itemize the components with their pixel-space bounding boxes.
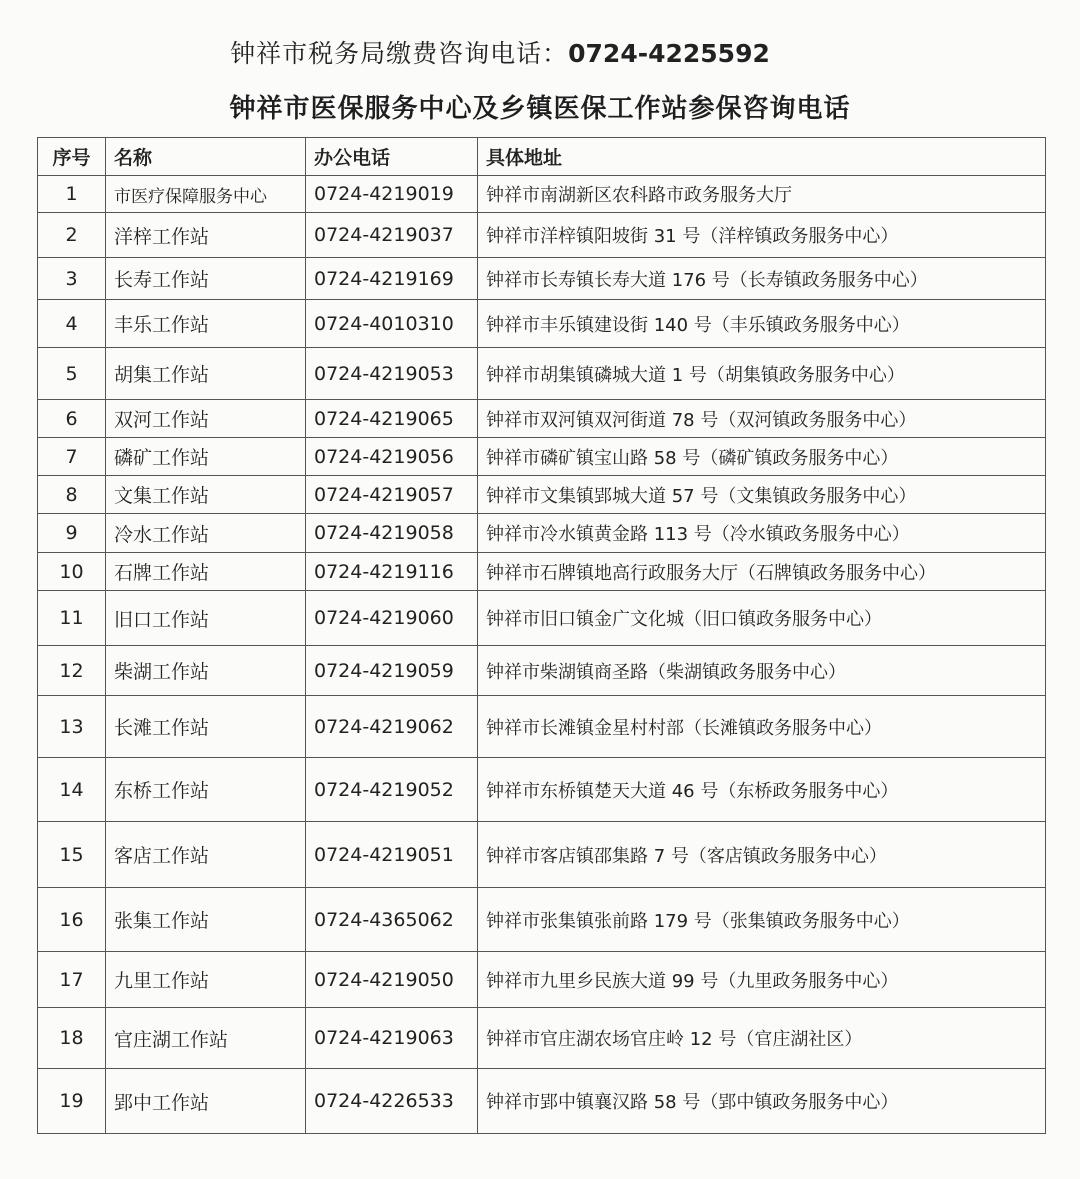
row-index-cell: 16 [38, 888, 106, 952]
address-cell: 钟祥市丰乐镇建设街 140 号（丰乐镇政务服务中心） [478, 300, 1046, 348]
phone-cell: 0724-4219056 [306, 438, 478, 476]
tax-hotline-label: 钟祥市税务局缴费咨询电话： [230, 39, 569, 68]
column-header-index: 序号 [38, 138, 106, 176]
row-index-cell: 19 [38, 1069, 106, 1134]
row-index-cell: 13 [38, 696, 106, 758]
table-row [38, 696, 1046, 758]
phone-cell: 0724-4010310 [306, 300, 478, 348]
station-name-cell: 柴湖工作站 [106, 646, 306, 696]
column-header-address: 具体地址 [478, 138, 1046, 176]
phone-cell: 0724-4219062 [306, 696, 478, 758]
row-index-cell: 7 [38, 438, 106, 476]
table-row [38, 888, 1046, 952]
phone-cell: 0724-4365062 [306, 888, 478, 952]
table-row [38, 758, 1046, 822]
phone-cell: 0724-4219050 [306, 952, 478, 1008]
table-row [38, 300, 1046, 348]
table-row [38, 591, 1046, 646]
address-cell: 钟祥市长寿镇长寿大道 176 号（长寿镇政务服务中心） [478, 258, 1046, 300]
station-name-cell: 磷矿工作站 [106, 438, 306, 476]
phone-cell: 0724-4219058 [306, 514, 478, 553]
phone-cell: 0724-4219169 [306, 258, 478, 300]
row-index-cell: 1 [38, 176, 106, 213]
table-header-row [38, 138, 1046, 176]
column-header-name: 名称 [106, 138, 306, 176]
address-cell: 钟祥市南湖新区农科路市政务服务大厅 [478, 176, 1046, 213]
station-name-cell: 冷水工作站 [106, 514, 306, 553]
address-cell: 钟祥市石牌镇地高行政服务大厅（石牌镇政务服务中心） [478, 553, 1046, 591]
tax-hotline-number: 0724-4225592 [568, 39, 770, 68]
phone-cell: 0724-4219116 [306, 553, 478, 591]
phone-cell: 0724-4219063 [306, 1008, 478, 1069]
table-row [38, 514, 1046, 553]
table-row [38, 646, 1046, 696]
phone-cell: 0724-4219053 [306, 348, 478, 400]
table-row [38, 176, 1046, 213]
phone-cell: 0724-4219051 [306, 822, 478, 888]
address-cell: 钟祥市磷矿镇宝山路 58 号（磷矿镇政务服务中心） [478, 438, 1046, 476]
table-row [38, 400, 1046, 438]
row-index-cell: 17 [38, 952, 106, 1008]
station-name-cell: 石牌工作站 [106, 553, 306, 591]
row-index-cell: 2 [38, 213, 106, 258]
row-index-cell: 6 [38, 400, 106, 438]
address-cell: 钟祥市洋梓镇阳坡街 31 号（洋梓镇政务服务中心） [478, 213, 1046, 258]
station-name-cell: 客店工作站 [106, 822, 306, 888]
row-index-cell: 5 [38, 348, 106, 400]
address-cell: 钟祥市胡集镇磷城大道 1 号（胡集镇政务服务中心） [478, 348, 1046, 400]
address-cell: 钟祥市冷水镇黄金路 113 号（冷水镇政务服务中心） [478, 514, 1046, 553]
station-name-cell: 文集工作站 [106, 476, 306, 514]
address-cell: 钟祥市九里乡民族大道 99 号（九里政务服务中心） [478, 952, 1046, 1008]
table-row [38, 213, 1046, 258]
station-name-cell: 长滩工作站 [106, 696, 306, 758]
address-cell: 钟祥市柴湖镇商圣路（柴湖镇政务服务中心） [478, 646, 1046, 696]
address-cell: 钟祥市文集镇郢城大道 57 号（文集镇政务服务中心） [478, 476, 1046, 514]
phone-cell: 0724-4219037 [306, 213, 478, 258]
address-cell: 钟祥市官庄湖农场官庄岭 12 号（官庄湖社区） [478, 1008, 1046, 1069]
station-name-cell: 郢中工作站 [106, 1069, 306, 1134]
table-row [38, 438, 1046, 476]
row-index-cell: 18 [38, 1008, 106, 1069]
table-row [38, 348, 1046, 400]
address-cell: 钟祥市张集镇张前路 179 号（张集镇政务服务中心） [478, 888, 1046, 952]
table-row [38, 1008, 1046, 1069]
table-row [38, 553, 1046, 591]
station-name-cell: 胡集工作站 [106, 348, 306, 400]
table-row [38, 476, 1046, 514]
row-index-cell: 10 [38, 553, 106, 591]
station-name-cell: 旧口工作站 [106, 591, 306, 646]
phone-cell: 0724-4219057 [306, 476, 478, 514]
row-index-cell: 4 [38, 300, 106, 348]
table-row [38, 822, 1046, 888]
table-row [38, 952, 1046, 1008]
station-name-cell: 东桥工作站 [106, 758, 306, 822]
station-name-cell: 双河工作站 [106, 400, 306, 438]
table-row [38, 1069, 1046, 1134]
station-name-cell: 长寿工作站 [106, 258, 306, 300]
tax-hotline [0, 34, 1000, 70]
phone-cell: 0724-4226533 [306, 1069, 478, 1134]
row-index-cell: 14 [38, 758, 106, 822]
table-row [38, 258, 1046, 300]
address-cell: 钟祥市客店镇邵集路 7 号（客店镇政务服务中心） [478, 822, 1046, 888]
phone-cell: 0724-4219052 [306, 758, 478, 822]
station-name-cell: 丰乐工作站 [106, 300, 306, 348]
address-cell: 钟祥市双河镇双河街道 78 号（双河镇政务服务中心） [478, 400, 1046, 438]
station-name-cell: 九里工作站 [106, 952, 306, 1008]
address-cell: 钟祥市旧口镇金广文化城（旧口镇政务服务中心） [478, 591, 1046, 646]
row-index-cell: 9 [38, 514, 106, 553]
phone-cell: 0724-4219059 [306, 646, 478, 696]
address-cell: 钟祥市长滩镇金星村村部（长滩镇政务服务中心） [478, 696, 1046, 758]
contact-table [37, 137, 1046, 1134]
address-cell: 钟祥市东桥镇楚天大道 46 号（东桥政务服务中心） [478, 758, 1046, 822]
phone-cell: 0724-4219060 [306, 591, 478, 646]
station-name-cell: 市医疗保障服务中心 [106, 176, 306, 213]
station-name-cell: 张集工作站 [106, 888, 306, 952]
document-title: 钟祥市医保服务中心及乡镇医保工作站参保咨询电话 [229, 94, 851, 124]
station-name-cell: 洋梓工作站 [106, 213, 306, 258]
phone-cell: 0724-4219019 [306, 176, 478, 213]
row-index-cell: 15 [38, 822, 106, 888]
column-header-phone: 办公电话 [306, 138, 478, 176]
phone-cell: 0724-4219065 [306, 400, 478, 438]
station-name-cell: 官庄湖工作站 [106, 1008, 306, 1069]
row-index-cell: 12 [38, 646, 106, 696]
address-cell: 钟祥市郢中镇襄汉路 58 号（郢中镇政务服务中心） [478, 1069, 1046, 1134]
row-index-cell: 3 [38, 258, 106, 300]
row-index-cell: 8 [38, 476, 106, 514]
row-index-cell: 11 [38, 591, 106, 646]
